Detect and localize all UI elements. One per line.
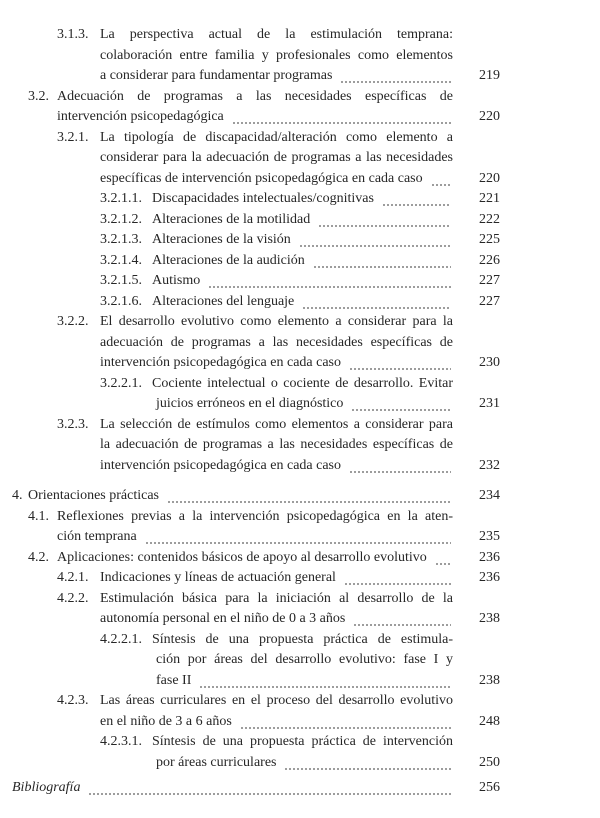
section-title-text: Síntesis de una propuesta práctica de estimula- [152,631,453,647]
section-title-text: La selección de estímulos como elementos a considerar para [100,416,453,432]
toc-entry-line [100,456,453,476]
toc-entry-line [100,46,453,66]
toc-entry-line [100,230,453,250]
dot-leader [167,486,451,506]
toc-entry-line [100,353,453,373]
page-number: 238 [479,611,500,626]
section-title-text: Alteraciones de la audición [152,252,305,268]
page-number: 232 [479,457,500,473]
page-number: 248 [479,713,500,729]
dot-leader [318,210,451,230]
section-title-text: La perspectiva actual de la estimulación temprana: [100,27,453,42]
page-number: 238 [479,672,500,688]
page-number: 230 [479,355,500,370]
section-title-text: Adecuación de programas a las necesidades específicas de [57,88,453,104]
section-title-text: considerar para la adecuación de programas a las necesidades [100,150,453,165]
toc-entry-line [57,312,453,332]
section-number: 4.2.2.1. [100,631,142,647]
dot-leader [302,292,451,312]
page-number: 220 [479,170,500,186]
section-title-text: Alteraciones de la motilidad [152,211,311,227]
page-number: 219 [479,68,500,83]
toc-entry-line [28,87,453,107]
dot-leader [299,230,451,250]
page-number: 231 [479,396,500,411]
section-number: 4. [12,488,23,503]
toc-entry-line [100,66,453,86]
toc-entry-line [100,271,453,291]
section-number: 3.2.1. [57,129,89,145]
section-number: 3.2.1.5. [100,273,142,288]
dot-leader [382,189,451,209]
section-title-text: Alteraciones del lenguaje [152,293,295,309]
page-number: 236 [479,549,500,565]
section-number: 3.2. [28,88,49,104]
dot-leader [435,548,451,568]
toc-entry-line [28,548,453,568]
section-number: 3.2.1.2. [100,211,142,227]
dot-leader [349,456,451,476]
toc-entry-line [100,169,453,189]
dot-leader [344,568,451,588]
section-title-text: El desarrollo evolutivo como elemento a considerar para la [100,314,453,329]
page-number: 222 [479,211,500,227]
section-title-text: ción temprana [57,529,137,544]
section-number: 3.2.1.3. [100,232,142,247]
section-title-text: en el niño de 3 a 6 años [100,713,232,729]
dot-leader [88,778,451,798]
toc-entry-line [100,374,453,394]
toc-entry-line [100,712,453,732]
toc-entry-line [57,568,453,588]
section-title-text: ción por áreas del desarrollo evolutivo: fase I y [156,652,453,667]
section-title-text: Indicaciones y líneas de actuación general [100,570,336,585]
section-title-text: Síntesis de una propuesta práctica de intervención [152,734,453,749]
page-number: 256 [479,780,500,795]
section-title-text: juicios erróneos en el diagnóstico [156,396,344,411]
page-number: 236 [479,570,500,585]
toc-entry-line [57,415,453,435]
dot-leader [232,107,451,127]
dot-leader [349,353,451,373]
section-title-text: por áreas curriculares [156,754,277,770]
section-title-text: Aplicaciones: contenidos básicos de apoyo al desarrollo evolutivo [57,549,427,565]
dot-leader [208,271,451,291]
section-title-text: Discapacidades intelectuales/cognitivas [152,191,374,206]
page-number: 225 [479,232,500,247]
toc-entry-line [156,671,453,691]
section-number: 3.1.3. [57,27,89,42]
section-number: 4.2.3. [57,693,89,708]
section-number: 4.1. [28,508,49,524]
section-title-text: Orientaciones prácticas [28,488,159,503]
dot-leader [340,66,451,86]
section-title-text: Bibliografía [12,780,81,795]
section-title-text: Cociente intelectual o cociente de desarrollo. Evitar [152,375,453,391]
section-title-text: intervención psicopedagógica en cada caso [100,457,342,473]
section-number: 4.2.3.1. [100,734,142,749]
page-number: 235 [479,529,500,544]
section-number: 3.2.2.1. [100,375,142,391]
toc-entry-line [100,210,453,230]
section-title-text: Estimulación básica para la iniciación al desarrollo de la [100,590,453,606]
section-number: 3.2.3. [57,416,89,432]
page-number: 221 [479,191,500,206]
toc-entry-line [100,189,453,209]
dot-leader [284,753,451,773]
section-title-text: intervención psicopedagógica en cada caso [100,355,342,370]
toc-entry-line [156,394,453,414]
page-number: 220 [479,109,500,124]
page-number: 234 [479,488,500,503]
toc-entry-line [12,778,453,798]
section-title-text: Alteraciones de la visión [152,232,291,247]
section-title-text: específicas de intervención psicopedagógica en cada caso [100,170,423,186]
section-title-text: Las áreas curriculares en el proceso del desarrollo evolutivo [100,693,453,708]
section-number: 4.2. [28,549,49,565]
toc-entry-line [57,691,453,711]
toc-entry-line [100,333,453,353]
section-title-text: La tipología de discapacidad/alteración como elemento a [100,129,453,145]
section-title-text: Autismo [152,273,201,288]
section-number: 3.2.1.6. [100,293,142,309]
section-title-text: intervención psicopedagógica [57,109,224,124]
toc-entry-line [57,107,453,127]
toc-entry-line [100,292,453,312]
dot-leader [199,671,451,691]
toc-entry-line [57,25,453,45]
toc-entry-line [12,486,453,506]
dot-leader [431,169,451,189]
section-title-text: a considerar para fundamentar programas [100,68,333,83]
section-title-text: autonomía personal en el niño de 0 a 3 años [100,611,346,626]
toc-entry-line [100,251,453,271]
toc-entry-line [156,650,453,670]
dot-leader [313,251,451,271]
section-title-text: fase II [156,672,192,688]
dot-leader [240,712,451,732]
section-title-text: adecuación de programas a las necesidades específicas de [100,334,453,350]
toc-entry-line [100,435,453,455]
section-title-text: colaboración entre familia y profesionales como elementos [100,47,453,63]
dot-leader [353,609,451,629]
toc-entry-line [100,148,453,168]
toc-entry-line [57,128,453,148]
toc-entry-line [100,732,453,752]
section-number: 4.2.1. [57,570,89,585]
section-number: 3.2.2. [57,314,89,329]
toc-entry-line [100,630,453,650]
section-title-text: la adecuación de programas a las necesidades específicas de [100,437,453,452]
page-number: 250 [479,754,500,770]
section-number: 3.2.1.1. [100,191,142,206]
dot-leader [351,394,451,414]
toc-entry-line [28,507,453,527]
page-number: 226 [479,252,500,268]
section-title-text: Reflexiones previas a la intervención psicopedagógica en la aten- [57,508,453,524]
toc-entry-line [57,527,453,547]
toc-entry-line [100,609,453,629]
toc-entry-line [57,589,453,609]
page-number: 227 [479,293,500,309]
dot-leader [145,527,451,547]
page-number: 227 [479,273,500,288]
section-number: 4.2.2. [57,590,89,606]
section-number: 3.2.1.4. [100,252,142,268]
toc-entry-line [156,753,453,773]
